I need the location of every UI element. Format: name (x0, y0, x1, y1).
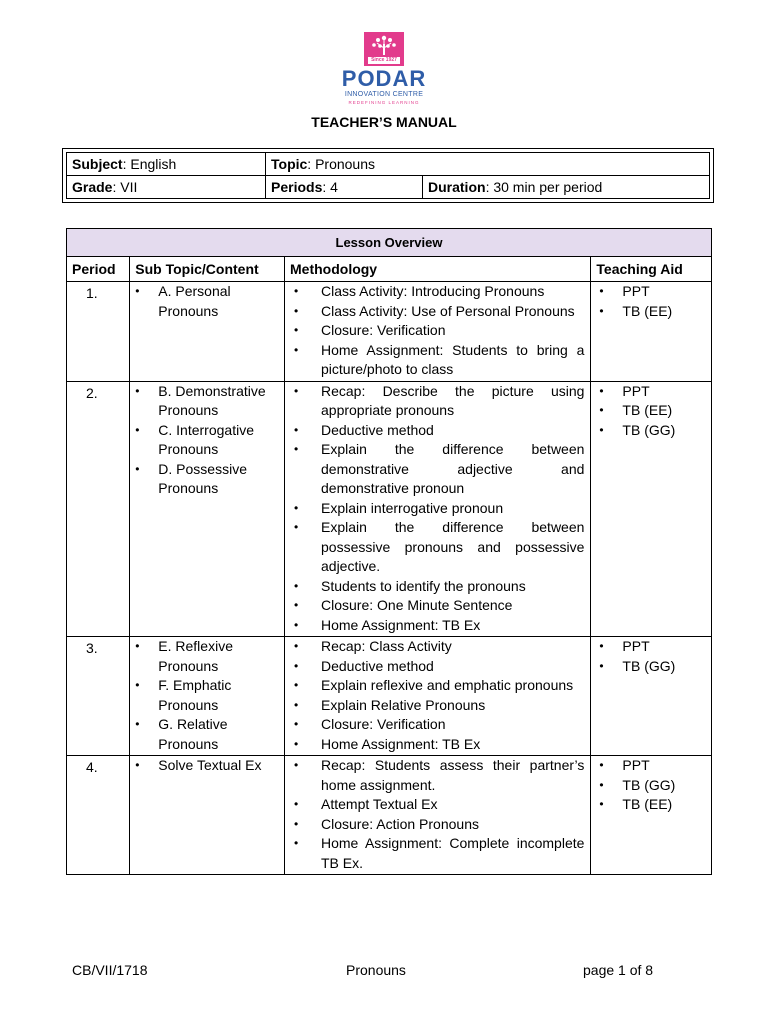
list-item: • D. Possessive Pronouns (131, 460, 278, 499)
logo-since: Since 1927 (368, 57, 400, 64)
footer-topic: Pronouns (346, 962, 406, 978)
sub-topic-list (131, 382, 283, 499)
lesson-overview-table (66, 228, 712, 875)
grade-cell: Grade: VII (67, 176, 266, 199)
sub-topic-cell (130, 756, 285, 875)
list-item: • G. Relative Pronouns (131, 715, 278, 754)
list-item: • E. Reflexive Pronouns (131, 637, 278, 676)
sub-topic-list (131, 637, 283, 754)
periods-cell: Periods: 4 (266, 176, 423, 199)
period-cell: 4. (67, 756, 130, 875)
methodology-cell (285, 637, 591, 756)
list-item: • PPT (592, 282, 710, 302)
lesson-overview-heading: Lesson Overview (67, 229, 712, 257)
list-item: • TB (EE) (592, 795, 710, 815)
duration-cell: Duration: 30 min per period (423, 176, 710, 199)
table-row (67, 282, 712, 382)
list-item: • Recap: Describe the picture using appropriate pronouns (286, 382, 589, 421)
table-row (67, 381, 712, 637)
footer-code: CB/VII/1718 (72, 962, 148, 978)
info-table (66, 152, 710, 199)
list-item: • A. Personal Pronouns (131, 282, 278, 321)
list-item: • TB (GG) (592, 421, 710, 441)
list-item: • TB (GG) (592, 657, 710, 677)
methodology-list (286, 756, 589, 873)
list-item: • Explain the difference between possessive pronouns and possessive adjective. (286, 518, 589, 577)
methodology-list (286, 282, 589, 380)
teaching-aid-cell (591, 381, 712, 637)
column-header-teaching-aid: Teaching Aid (591, 257, 712, 282)
podar-logo (326, 30, 442, 110)
list-item: • Home Assignment: Complete incomplete TB Ex. (286, 834, 589, 873)
list-item: • Recap: Class Activity (286, 637, 589, 657)
column-header-sub-topic: Sub Topic/Content (130, 257, 285, 282)
methodology-list (286, 382, 589, 636)
list-item: • Deductive method (286, 657, 589, 677)
list-item: • TB (EE) (592, 302, 710, 322)
list-item: • Explain reflexive and emphatic pronouns (286, 676, 589, 696)
column-header-period: Period (67, 257, 130, 282)
list-item: • F. Emphatic Pronouns (131, 676, 278, 715)
logo-subtitle: INNOVATION CENTRE (344, 91, 424, 98)
list-item: • Explain Relative Pronouns (286, 696, 589, 716)
topic-cell: Topic: Pronouns (266, 153, 710, 176)
list-item: • Recap: Students assess their partner’s home assignment. (286, 756, 589, 795)
list-item: • B. Demonstrative Pronouns (131, 382, 278, 421)
list-item: • PPT (592, 382, 710, 402)
teaching-aid-list (592, 756, 710, 815)
sub-topic-list (131, 756, 283, 776)
logo-brand: PODAR (341, 66, 427, 91)
methodology-cell (285, 282, 591, 382)
list-item: • Home Assignment: TB Ex (286, 616, 589, 636)
teaching-aid-list (592, 637, 710, 676)
column-header-methodology: Methodology (285, 257, 591, 282)
logo-tagline: REDEFINING LEARNING (348, 100, 420, 105)
info-box (62, 148, 714, 203)
lesson-rows (67, 282, 712, 875)
list-item: • Closure: Verification (286, 715, 589, 735)
list-item: • Deductive method (286, 421, 589, 441)
list-item: • Closure: Action Pronouns (286, 815, 589, 835)
list-item: • Closure: Verification (286, 321, 589, 341)
subject-cell: Subject: English (67, 153, 266, 176)
teaching-aid-cell (591, 756, 712, 875)
list-item: • Explain interrogative pronoun (286, 499, 589, 519)
teaching-aid-cell (591, 637, 712, 756)
list-item: • Closure: One Minute Sentence (286, 596, 589, 616)
sub-topic-cell (130, 637, 285, 756)
list-item: • TB (GG) (592, 776, 710, 796)
list-item: • Attempt Textual Ex (286, 795, 589, 815)
footer-page: page 1 of 8 (583, 962, 654, 978)
teaching-aid-list (592, 282, 710, 321)
period-cell: 1. (67, 282, 130, 382)
list-item: • PPT (592, 637, 710, 657)
table-row (67, 637, 712, 756)
list-item: • C. Interrogative Pronouns (131, 421, 278, 460)
list-item: • PPT (592, 756, 710, 776)
list-item: • Solve Textual Ex (131, 756, 278, 776)
tree-icon (368, 34, 400, 56)
list-item: • Home Assignment: Students to bring a picture/photo to class (286, 341, 589, 380)
sub-topic-cell (130, 282, 285, 382)
period-cell: 2. (67, 381, 130, 637)
teaching-aid-cell (591, 282, 712, 382)
sub-topic-cell (130, 381, 285, 637)
methodology-cell (285, 381, 591, 637)
list-item: • TB (EE) (592, 401, 710, 421)
teaching-aid-list (592, 382, 710, 441)
table-row (67, 756, 712, 875)
sub-topic-list (131, 282, 283, 321)
period-cell: 3. (67, 637, 130, 756)
list-item: • Class Activity: Introducing Pronouns (286, 282, 589, 302)
list-item: • Explain the difference between demonstrative adjective and demonstrative pronoun (286, 440, 589, 499)
methodology-list (286, 637, 589, 754)
list-item: • Students to identify the pronouns (286, 577, 589, 597)
document-title: TEACHER’S MANUAL (311, 114, 457, 130)
list-item: • Home Assignment: TB Ex (286, 735, 589, 755)
logo-badge (364, 32, 404, 66)
methodology-cell (285, 756, 591, 875)
list-item: • Class Activity: Use of Personal Pronouns (286, 302, 589, 322)
